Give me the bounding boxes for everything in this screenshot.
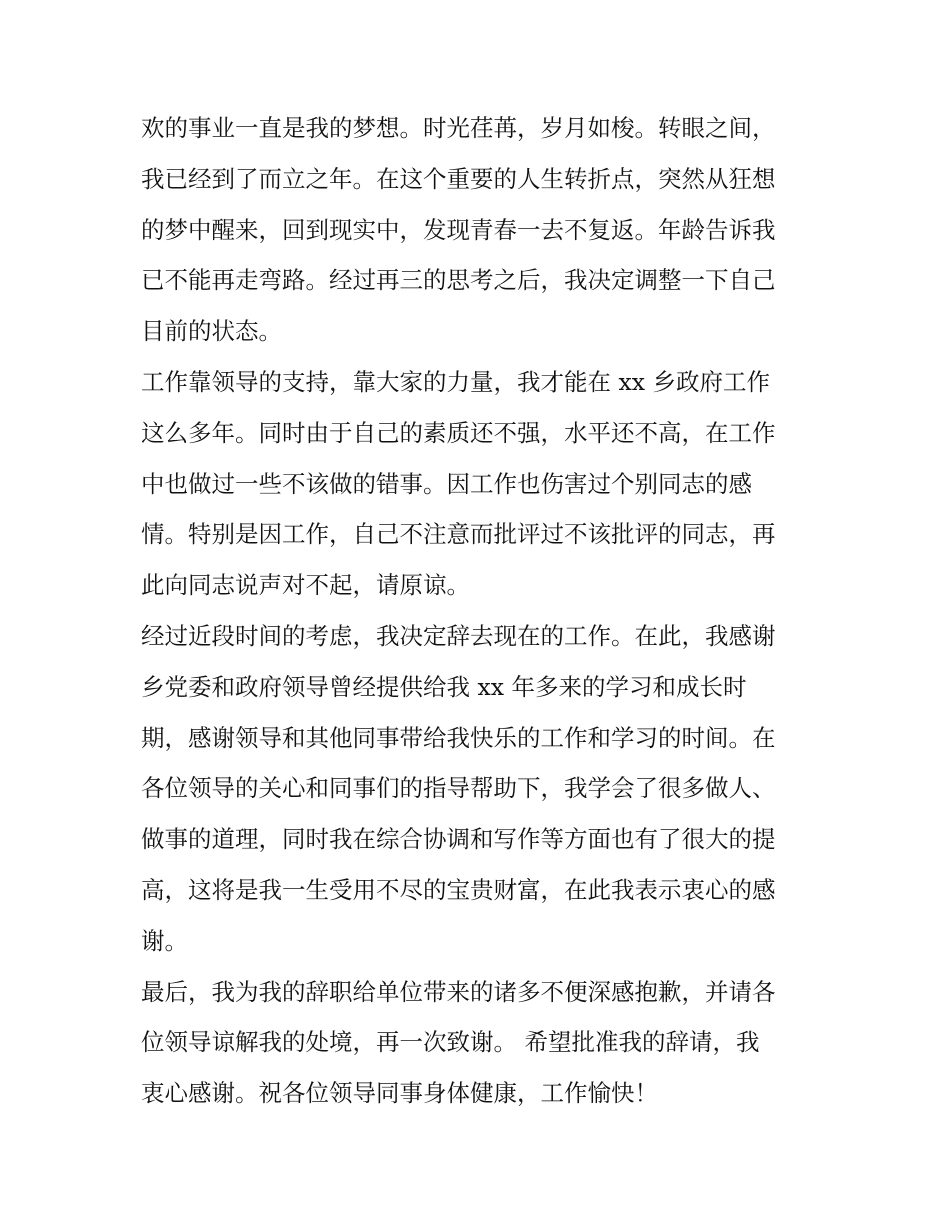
text-line: 各位领导的关心和同事们的指导帮助下，我学会了很多做人、 [141,774,776,803]
text-line: 最后，我为我的辞职给单位带来的诸多不便深感抱歉，并请各 [141,977,776,1006]
text-line: 衷心感谢。祝各位领导同事身体健康，工作愉快！ [141,1079,658,1108]
text-line: 谢。 [141,926,188,955]
text-line: 中也做过一些不该做的错事。因工作也伤害过个别同志的感 [141,469,752,498]
text-line: 我已经到了而立之年。在这个重要的人生转折点，突然从狂想 [141,164,776,193]
text-line: 做事的道理，同时我在综合协调和写作等方面也有了很大的提 [141,825,776,854]
document-body [141,103,831,1119]
text-line: 此向同志说声对不起，请原谅。 [141,571,470,600]
text-line: 高，这将是我一生受用不尽的宝贵财富，在此我表示衷心的感 [141,875,776,904]
text-line: 期，感谢领导和其他同事带给我快乐的工作和学习的时间。在 [141,723,776,752]
text-line: 的梦中醒来，回到现实中，发现青春一去不复返。年龄告诉我 [141,215,776,244]
text-line: 位领导谅解我的处境，再一次致谢。 希望批准我的辞请，我 [141,1028,760,1057]
text-line: 已不能再走弯路。经过再三的思考之后，我决定调整一下自己 [141,266,776,295]
text-line: 工作靠领导的支持，靠大家的力量，我才能在 xx 乡政府工作 [141,367,770,396]
text-line: 这么多年。同时由于自己的素质还不强，水平还不高，在工作 [141,418,776,447]
text-line: 欢的事业一直是我的梦想。时光荏苒，岁月如梭。转眼之间， [141,114,776,142]
text-line: 情。特别是因工作，自己不注意而批评过不该批评的同志，再 [141,520,776,549]
text-line: 经过近段时间的考虑，我决定辞去现在的工作。在此，我感谢 [141,621,776,650]
text-line: 目前的状态。 [141,317,282,346]
text-line: 乡党委和政府领导曾经提供给我 xx 年多来的学习和成长时 [141,672,747,701]
